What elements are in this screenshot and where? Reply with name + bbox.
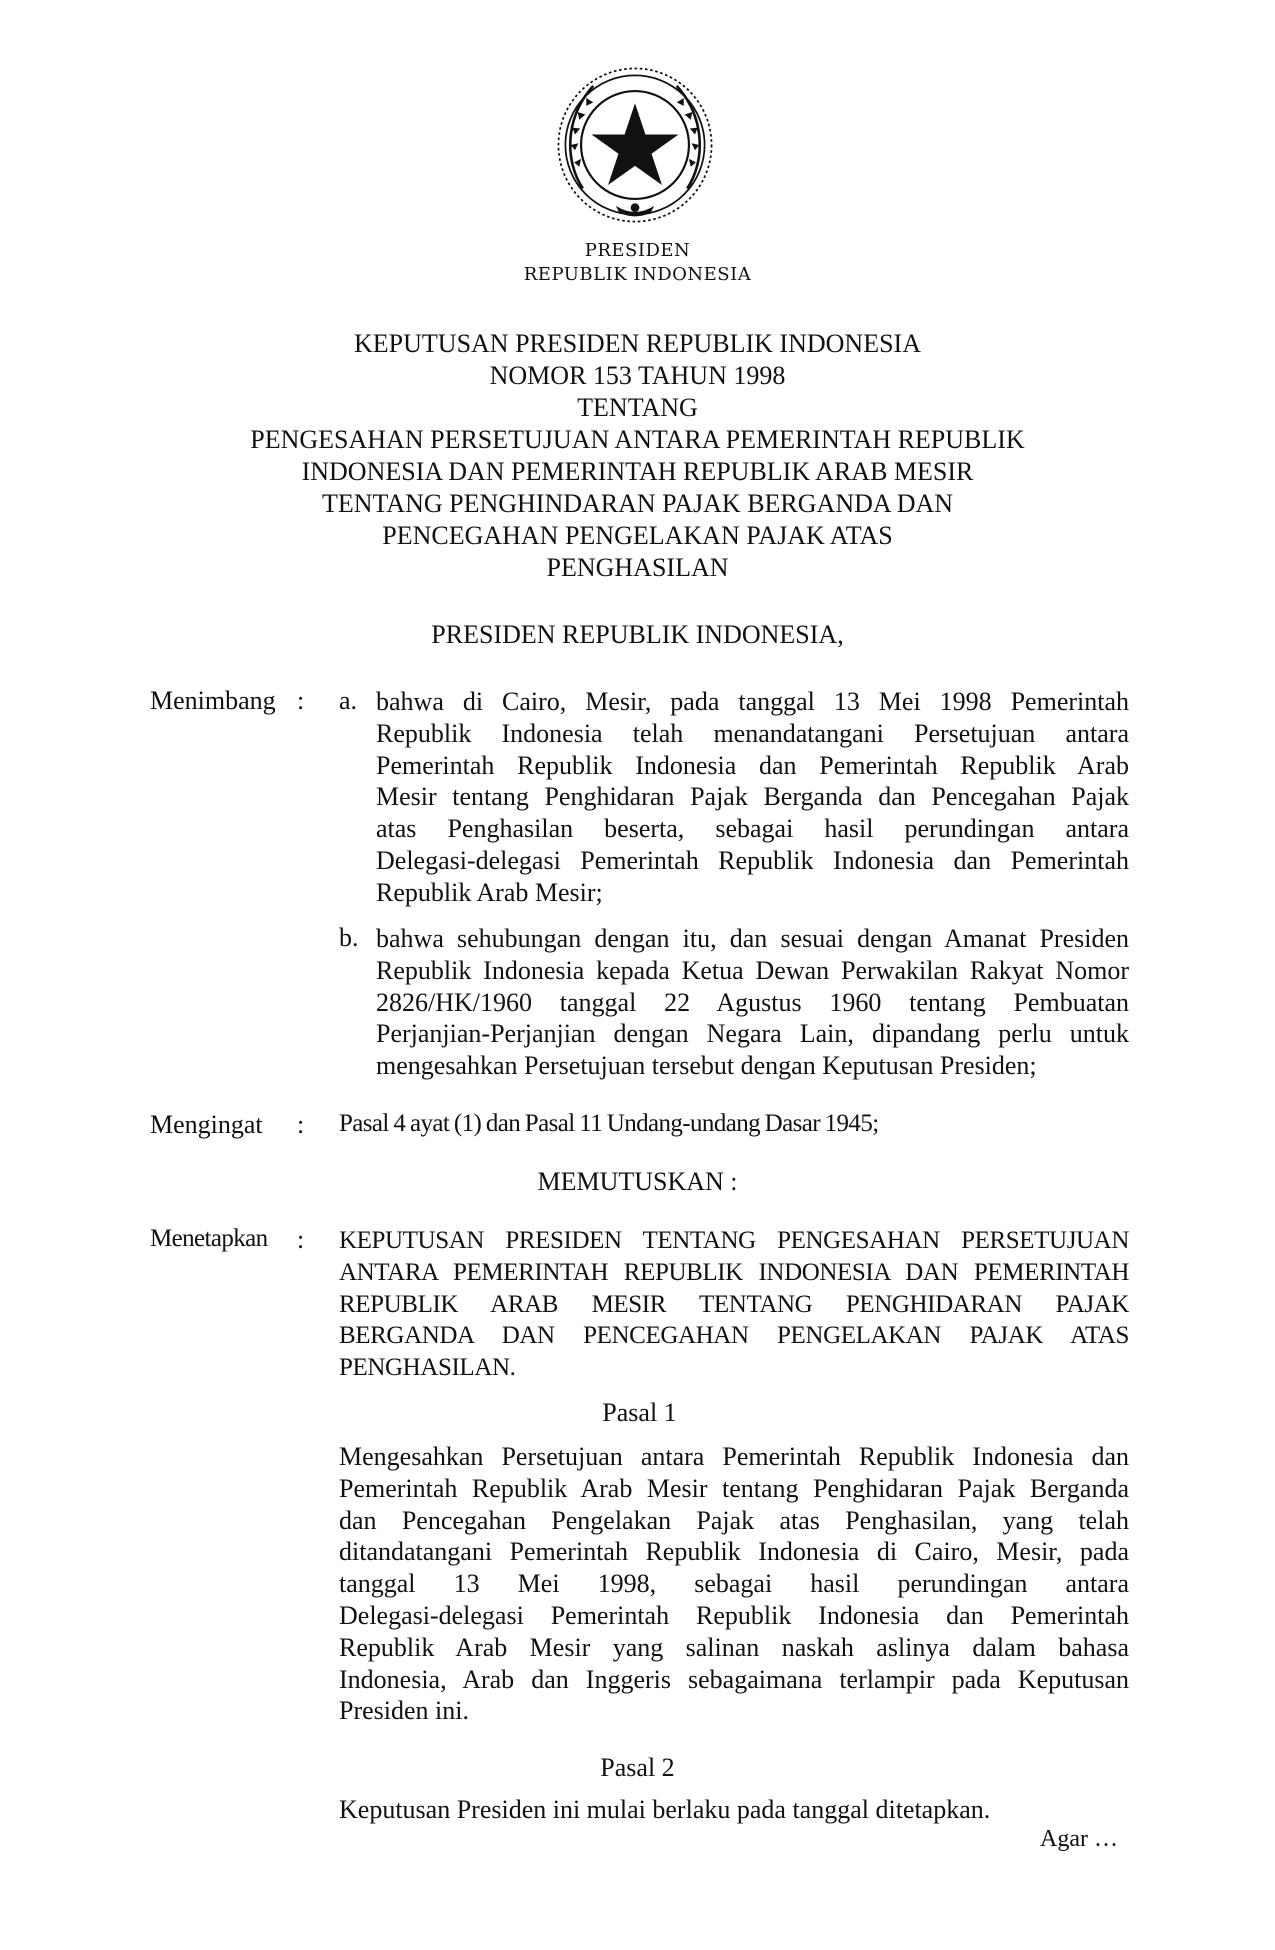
text-line: Mesir tentang Penghidaran Pajak Berganda dan Pencegahan Pajak xyxy=(376,782,1129,812)
menimbang-colon: : xyxy=(297,686,305,715)
header-republik-indonesia: REPUBLIK INDONESIA xyxy=(523,264,752,285)
president-heading: PRESIDEN REPUBLIK INDONESIA, xyxy=(431,620,844,649)
text-line: dan Pencegahan Pengelakan Pajak atas Penghasilan, yang telah xyxy=(339,1505,1129,1535)
text-line: mengesahkan Persetujuan tersebut dengan Keputusan Presiden; xyxy=(376,1051,1037,1081)
text-line: REPUBLIK ARAB MESIR TENTANG PENGHIDARAN PAJAK xyxy=(339,1290,1129,1318)
title-line: NOMOR 153 TAHUN 1998 xyxy=(489,361,786,390)
text-line: Republik Indonesia telah menandatangani Persetujuan antara xyxy=(376,718,1129,748)
title-line: PENGESAHAN PERSETUJUAN ANTARA PEMERINTAH REPUBLIK xyxy=(250,425,1025,454)
item-letter-b: b. xyxy=(339,923,359,952)
text-line: ANTARA PEMERINTAH REPUBLIK INDONESIA DAN PEMERINTAH xyxy=(339,1258,1129,1286)
title-line: INDONESIA DAN PEMERINTAH REPUBLIK ARAB MESIR xyxy=(301,457,974,486)
pasal-2-heading: Pasal 2 xyxy=(600,1753,675,1782)
text-line: Mengesahkan Persetujuan antara Pemerintah Republik Indonesia dan xyxy=(339,1442,1129,1471)
text-line: Pemerintah Republik Arab Mesir tentang Penghidaran Pajak Berganda xyxy=(339,1473,1129,1503)
text-line: KEPUTUSAN PRESIDEN TENTANG PENGESAHAN PERSETUJUAN xyxy=(339,1227,1129,1254)
title-line: KEPUTUSAN PRESIDEN REPUBLIK INDONESIA xyxy=(354,329,921,358)
menetapkan-colon: : xyxy=(297,1225,305,1254)
header-presiden: PRESIDEN xyxy=(584,240,691,261)
pasal-1-heading-text: Pasal 1 xyxy=(602,1398,677,1427)
text-line: Presiden ini. xyxy=(339,1696,469,1726)
pasal-2-text: Keputusan Presiden ini mulai berlaku pada tanggal ditetapkan. xyxy=(339,1795,991,1824)
text-line: Republik Arab Mesir yang salinan naskah aslinya dalam bahasa xyxy=(339,1632,1129,1662)
text-line: BERGANDA DAN PENCEGAHAN PENGELAKAN PAJAK ATAS xyxy=(339,1322,1129,1350)
text-line: Delegasi-delegasi Pemerintah Republik Indonesia dan Pemerintah xyxy=(376,845,1129,875)
text-line: Delegasi-delegasi Pemerintah Republik Indonesia dan Pemerintah xyxy=(339,1600,1129,1630)
text-line: Perjanjian-Perjanjian dengan Negara Lain, dipandang perlu untuk xyxy=(376,1019,1129,1049)
title-line: TENTANG xyxy=(577,393,698,422)
text-line: bahwa di Cairo, Mesir, pada tanggal 13 Mei 1998 Pemerintah xyxy=(376,687,1129,716)
text-line: Republik Indonesia kepada Ketua Dewan Perwakilan Rakyat Nomor xyxy=(376,955,1129,985)
text-line: PENGHASILAN. xyxy=(339,1354,516,1382)
memutuskan-heading: MEMUTUSKAN : xyxy=(537,1167,738,1196)
text-line: ditandatangani Pemerintah Republik Indonesia di Cairo, Mesir, pada xyxy=(339,1537,1129,1567)
title-line: PENCEGAHAN PENGELAKAN PAJAK ATAS xyxy=(382,521,893,550)
continuation-note: Agar … xyxy=(1040,1826,1118,1852)
menimbang-label: Menimbang xyxy=(150,686,276,715)
mengingat-colon: : xyxy=(297,1110,305,1139)
text-line: Republik Arab Mesir; xyxy=(376,877,603,907)
text-line: Indonesia, Arab dan Inggeris sebagaimana terlampir pada Keputusan xyxy=(339,1664,1129,1694)
pasal-1-heading xyxy=(0,1398,1275,1428)
text-line: tanggal 13 Mei 1998, sebagai hasil perundingan antara xyxy=(339,1569,1129,1599)
menetapkan-text xyxy=(339,1225,1129,1384)
presidential-seal-emblem xyxy=(548,58,722,232)
text-line: Pemerintah Republik Indonesia dan Pemerintah Republik Arab xyxy=(376,750,1129,780)
mengingat-label: Mengingat xyxy=(150,1110,263,1139)
item-letter-a: a. xyxy=(339,686,358,715)
pasal-1-text xyxy=(339,1441,1129,1727)
text-line: bahwa sehubungan dengan itu, dan sesuai dengan Amanat Presiden xyxy=(376,924,1129,953)
title-line: TENTANG PENGHINDARAN PAJAK BERGANDA DAN xyxy=(321,489,954,518)
menimbang-item-b xyxy=(376,923,1129,1082)
menimbang-item-a xyxy=(376,686,1129,909)
text-line: atas Penghasilan beserta, sebagai hasil perundingan antara xyxy=(376,814,1129,844)
menetapkan-label: Menetapkan xyxy=(150,1225,268,1252)
text-line: 2826/HK/1960 tanggal 22 Agustus 1960 tentang Pembuatan xyxy=(376,987,1129,1017)
title-line: PENGHASILAN xyxy=(546,553,729,582)
mengingat-text: Pasal 4 ayat (1) dan Pasal 11 Undang-undang Dasar 1945; xyxy=(339,1110,879,1137)
decree-title xyxy=(0,328,1275,584)
star-wreath-icon xyxy=(548,58,722,232)
